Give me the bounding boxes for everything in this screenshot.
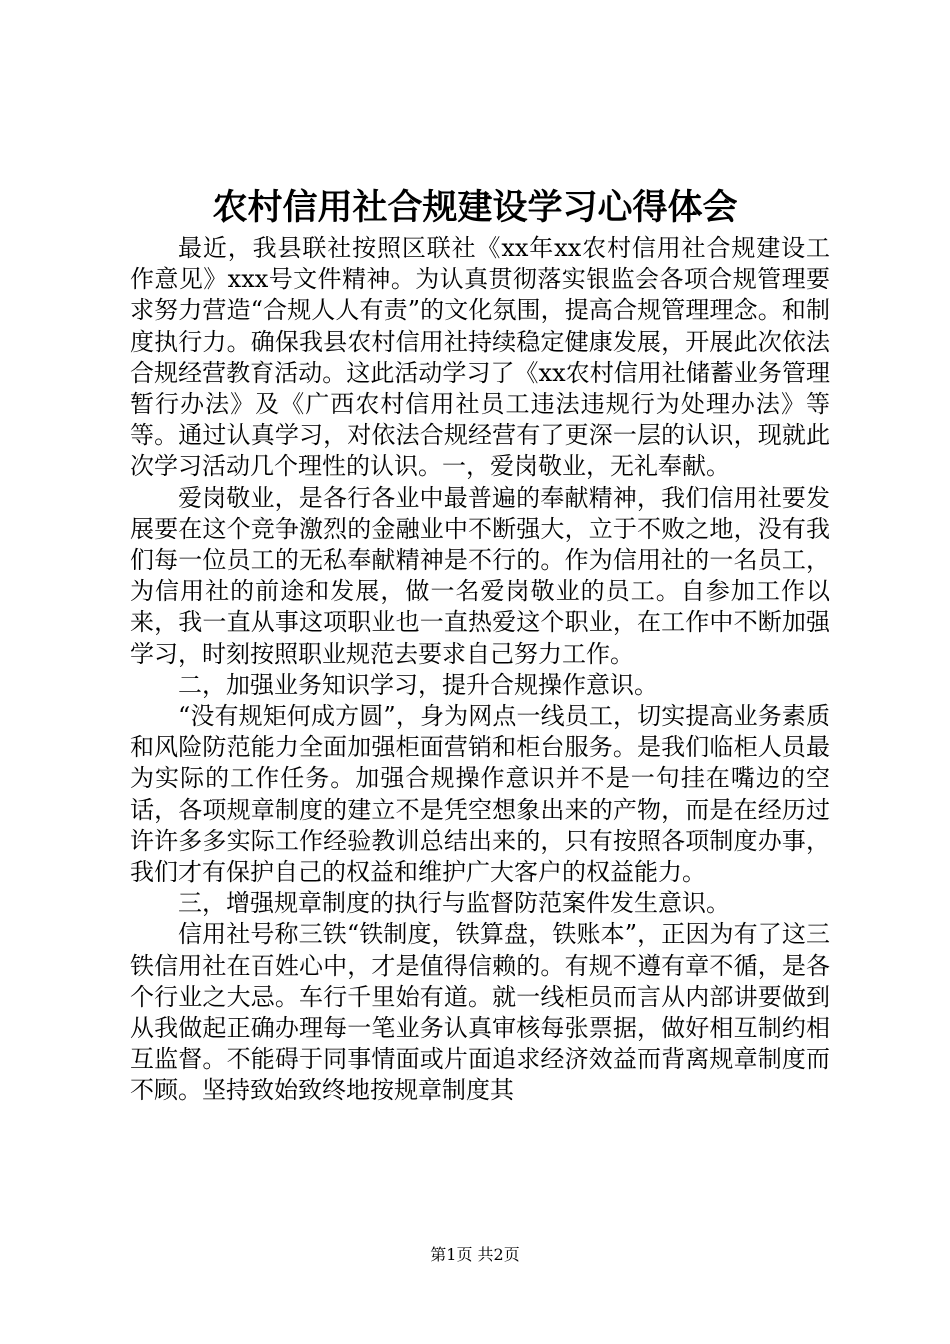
section-heading-2: 二，加强业务知识学习，提升合规操作意识。	[178, 670, 658, 699]
paragraph-compliance-operation: “没有规矩何成方圆”，身为网点一线员工，切实提高业务素质和风险防范能力全面加强柜面营销和柜台服务。是我们临柜人员最为实际的工作任务。加强合规操作意识并不是一句挂在嘴边的空话，各项规章制度的建立不是凭空想象出来的产物，而是在经历过许许多多实际工作经验教训总结出来的，只有按照各项制度办事，我们才有保护自己的权益和维护广大客户的权益能力。	[130, 702, 830, 887]
paragraph-intro: 最近，我县联社按照区联社《xx年xx农村信用社合规建设工作意见》xxx号文件精神。为认真贯彻落实银监会各项合规管理要求努力营造“合规人人有责”的文化氛围，提高合规管理理念。和制度执行力。确保我县农村信用社持续稳定健康发展，开展此次依法合规经营教育活动。这此活动学习了《xx农村信用社储蓄业务管理暂行办法》及《广西农村信用社员工违法违规行为处理办法》等等。通过认真学习，对依法合规经营有了更深一层的认识，现就此次学习活动几个理性的认识。一，爱岗敬业，无礼奉献。	[130, 234, 830, 481]
paragraph-rules-execution: 信用社号称三铁“铁制度，铁算盘，铁账本”，正因为有了这三铁信用社在百姓心中，才是值得信赖的。有规不遵有章不循，是各个行业之大忌。车行千里始有道。就一线柜员而言从内部讲要做到从我做起正确办理每一笔业务认真审核每张票据，做好相互制约相互监督。不能碍于同事情面或片面追求经济效益而背离规章制度而不顾。坚持致始致终地按规章制度其	[130, 920, 830, 1105]
section-heading-3: 三，增强规章制度的执行与监督防范案件发生意识。	[178, 889, 730, 918]
document-title: 农村信用社合规建设学习心得体会	[212, 187, 738, 228]
paragraph-dedication: 爱岗敬业，是各行各业中最普遍的奉献精神，我们信用社要发展要在这个竞争激烈的金融业中不断强大，立于不败之地，没有我们每一位员工的无私奉献精神是不行的。作为信用社的一名员工，为信用社的前途和发展，做一名爱岗敬业的员工。自参加工作以来，我一直从事这项职业也一直热爱这个职业，在工作中不断加强学习，时刻按照职业规范去要求自己努力工作。	[130, 483, 830, 668]
page-number-footer: 第1页 共2页	[430, 1245, 520, 1264]
document-body	[130, 233, 830, 1107]
